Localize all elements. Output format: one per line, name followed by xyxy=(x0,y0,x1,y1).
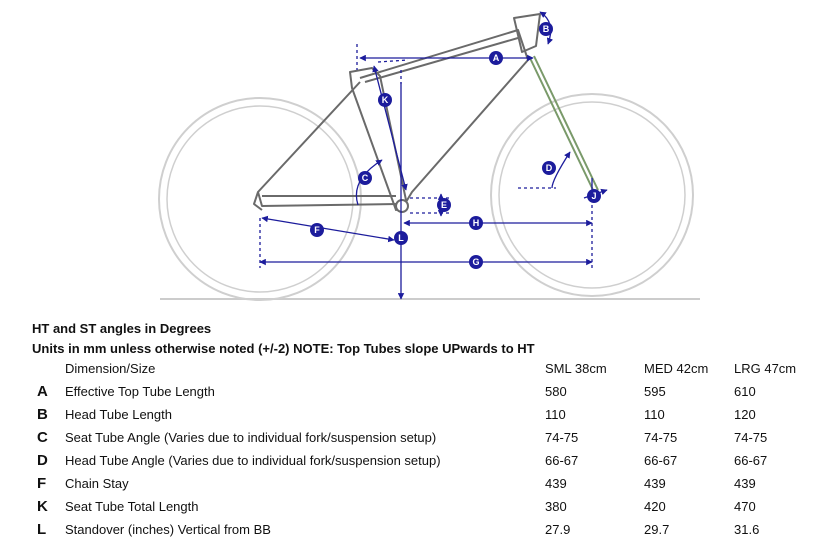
table-row: L Standover (inches) Vertical from BB 27.9 29.7 31.6 xyxy=(37,521,760,538)
svg-text:L: L xyxy=(398,233,404,243)
marker-j xyxy=(587,189,601,203)
note-angles: HT and ST angles in Degrees xyxy=(32,321,212,336)
header-lrg: LRG 47cm xyxy=(734,361,797,376)
svg-text:J: J xyxy=(591,191,597,201)
marker-k xyxy=(378,93,392,107)
svg-text:H: H xyxy=(472,218,480,228)
marker-h xyxy=(469,216,483,230)
svg-text:C: C xyxy=(361,173,369,183)
svg-text:E: E xyxy=(440,200,448,210)
header-dimension: Dimension/Size xyxy=(65,361,156,376)
dim-line-f xyxy=(262,218,394,240)
table-row: B Head Tube Length 110 110 120 xyxy=(37,406,756,423)
svg-text:G: G xyxy=(472,257,480,267)
table-row: C Seat Tube Angle (Varies due to individual fork/suspension setup) 74-75 74-75 74-75 xyxy=(37,429,768,446)
marker-c xyxy=(358,171,372,185)
marker-g xyxy=(469,255,483,269)
marker-f xyxy=(310,223,324,237)
table-row: D Head Tube Angle (Varies due to individual fork/suspension setup) 66-67 66-67 66-67 xyxy=(37,452,768,469)
table-row: K Seat Tube Total Length 380 420 470 xyxy=(37,498,756,515)
header-sml: SML 38cm xyxy=(545,361,607,376)
svg-text:D: D xyxy=(545,163,553,173)
marker-e xyxy=(437,198,451,212)
note-units: Units in mm unless otherwise noted (+/-2) NOTE: Top Tubes slope UPwards to HT xyxy=(32,341,535,356)
marker-d xyxy=(542,161,556,175)
marker-l xyxy=(394,231,408,245)
header-med: MED 42cm xyxy=(644,361,709,376)
svg-text:F: F xyxy=(314,225,320,235)
svg-text:B: B xyxy=(542,24,550,34)
table-row: F Chain Stay 439 439 439 xyxy=(37,475,756,492)
svg-text:K: K xyxy=(381,95,389,105)
notes xyxy=(32,319,535,359)
marker-b xyxy=(539,22,553,36)
marker-a xyxy=(489,51,503,65)
table-row: A Effective Top Tube Length 580 595 610 xyxy=(37,383,756,400)
fork xyxy=(530,56,598,192)
svg-text:A: A xyxy=(492,53,500,63)
geometry-table xyxy=(32,357,814,541)
table-header xyxy=(32,357,814,380)
